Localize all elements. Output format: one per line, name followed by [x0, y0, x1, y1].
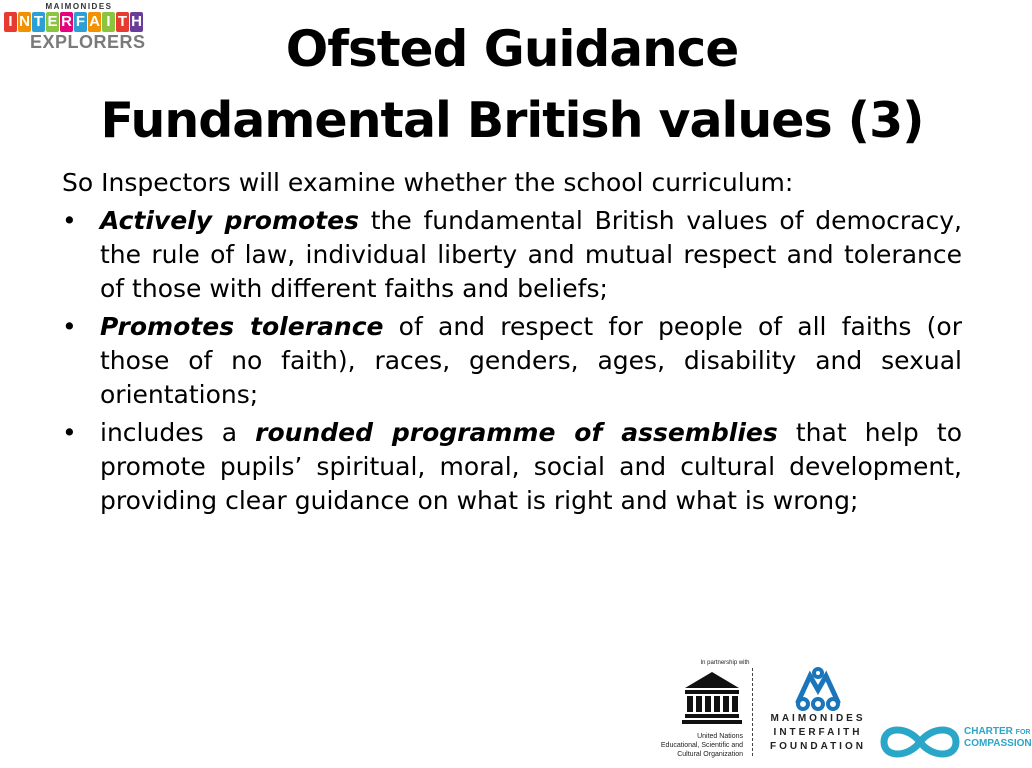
logo-letter: E	[47, 13, 58, 30]
charter-line2: COMPASSION	[964, 738, 1032, 749]
bullet-marker: •	[62, 206, 77, 235]
charter-text	[964, 726, 1032, 749]
bullet-marker: •	[62, 418, 77, 447]
logo-letter: A	[89, 13, 100, 30]
list-item	[62, 416, 962, 518]
maimonides-symbol-icon	[788, 666, 848, 712]
emphasis-text: rounded programme of assemblies	[255, 418, 778, 447]
infinity-icon	[878, 722, 962, 762]
slide-title-line2: Fundamental British values (3)	[100, 92, 924, 149]
logo-letter: F	[75, 13, 86, 30]
partnership-label: In partnership with	[700, 660, 750, 666]
maimonides-line2: INTERFAITH	[773, 727, 863, 738]
logo-letter: N	[19, 13, 30, 30]
unesco-line: United Nations	[697, 733, 743, 740]
bullet-text: that help to promote pupils’ spiritual, moral, social and cultural development, providing clear guidance on what is right and what is wrong;	[100, 418, 962, 515]
list-item	[62, 310, 962, 412]
slide-title-line1: Ofsted Guidance	[285, 20, 739, 78]
maimonides-foundation-logo	[768, 666, 868, 754]
logo-letter: I	[102, 12, 115, 32]
intro-text: So Inspectors will examine whether the school curriculum:	[62, 168, 794, 197]
emphasis-text: Promotes tolerance	[100, 312, 384, 341]
unesco-name	[712, 709, 713, 710]
bullet-text-prefix: includes a	[100, 418, 256, 447]
maimonides-line1: MAIMONIDES	[770, 713, 866, 724]
charter-for: FOR	[1015, 729, 1031, 736]
logo-letter: R	[61, 13, 72, 30]
bullet-text: of and respect for people of all faiths (or those of no faith), races, genders, ages, disability and sexual orientations;	[100, 312, 962, 409]
bullet-marker: •	[62, 312, 77, 341]
unesco-line: Cultural Organization	[677, 751, 743, 758]
unesco-logo	[655, 660, 765, 760]
logo-letter: T	[33, 13, 44, 30]
logo-top-text: MAIMONIDES	[45, 2, 113, 11]
unesco-full-name	[661, 732, 743, 759]
charter-for-compassion-logo	[878, 722, 1032, 762]
maimonides-line3: FOUNDATION	[770, 741, 866, 752]
slide-content	[62, 166, 962, 522]
bullet-text: the fundamental British values of democracy, the rule of law, individual liberty and mutual respect and tolerance of those with different faiths and beliefs;	[100, 206, 962, 303]
logo-letter: T	[117, 13, 128, 30]
logo-letter: I	[4, 12, 17, 32]
logo-letter: H	[131, 13, 142, 30]
bullet-list	[62, 204, 962, 518]
unesco-line: Educational, Scientific and	[660, 742, 743, 749]
unesco-temple-icon	[655, 666, 765, 728]
logo-divider	[752, 668, 753, 756]
emphasis-text: Actively promotes	[100, 206, 359, 235]
list-item	[62, 204, 962, 306]
logo-bottom-text: EXPLORERS	[30, 32, 146, 52]
charter-line1: CHARTER	[964, 726, 1013, 737]
